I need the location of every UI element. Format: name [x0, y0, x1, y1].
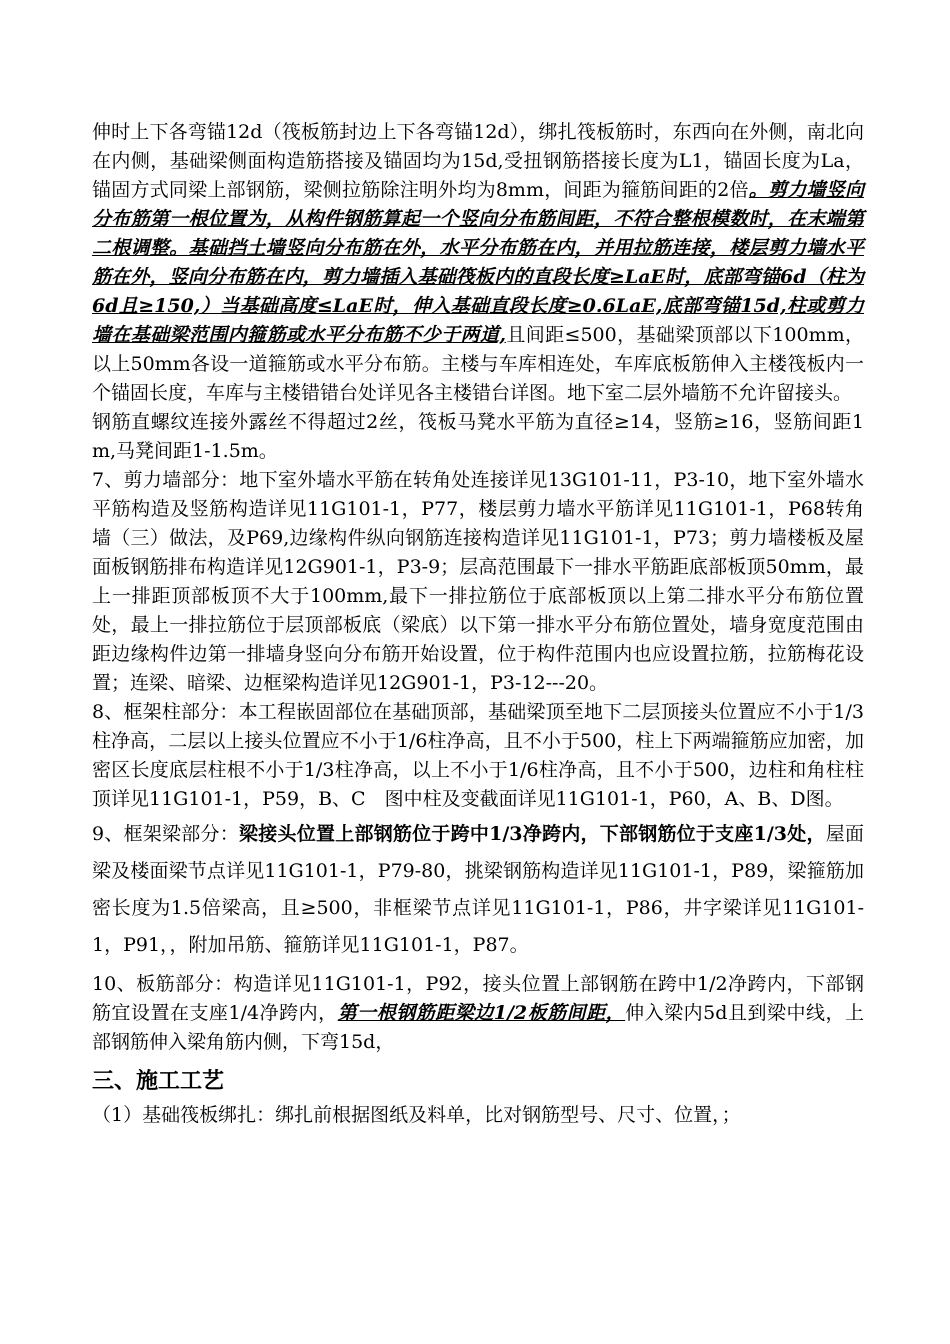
text-run: 屋面梁及楼面梁节点详见11G101-1，P79-80，挑梁钢筋构造详见11G101-1，P89，梁箍筋加密长度为1.5倍梁高，且≥500，非框梁节点详见11G101-1，P86，井字梁详见11G101-1，P91，，附加吊筋、箍筋详见11G101-1，P87。: [92, 823, 864, 956]
text-run: 9、框架梁部分：: [92, 823, 240, 845]
paragraph-threaded-connection: 钢筋直螺纹连接外露丝不得超过2丝，筏板马凳水平筋为直径≥14，竖筋≥16，竖筋间距1m,马凳间距1-1.5m。: [92, 411, 864, 462]
paragraph-frame-column: 8、框架柱部分：本工程嵌固部位在基础顶部，基础梁顶至地下二层顶接头位置应不小于1/3柱净高，二层以上接头位置应不小于1/6柱净高，且不小于500，柱上下两端箍筋应加密，加密区长度底层柱根不小于1/3柱净高，以上不小于1/6柱净高，且不小于500，边柱和角柱柱顶详见11G101-1，P59，B、C 图中柱及变截面详见11G101-1，P60，A、B、D图。: [92, 701, 864, 810]
text-run: 且间距≤500，基础梁顶部以下100mm，以上50mm各设一道箍筋或水平分布筋。主楼与车库相连处，车库底板筋伸入主楼筏板内一个锚固长度，车库与主楼错错台处详见各主楼错台详图。地下室二层外墙筋不允许留接头。: [92, 324, 864, 404]
paragraph-frame-beam: [92, 816, 864, 964]
bold-text: 梁接头位置上部钢筋位于跨中1/3净跨内，下部钢筋位于支座1/3处，: [239, 823, 826, 845]
section-heading: 三、施工工艺: [92, 1069, 225, 1094]
emphasized-text: 第一根钢筋距梁边1/2板筋间距，: [337, 1002, 626, 1024]
text-run: 伸时上下各弯锚12d（筏板筋封边上下各弯锚12d），绑扎筏板筋时，东西向在外侧，南北向在内侧，基础梁侧面构造筋搭接及锚固均为15d,受扭钢筋搭接长度为L1，锚固长度为La，锚固方式同梁上部钢筋，梁侧拉筋除注明外均为8mm，间距为箍筋间距的2倍: [92, 121, 864, 201]
paragraph-slab-rebar: [92, 970, 864, 1057]
emphasized-text: 。剪力墙竖向分布筋第一根位置为，从构件钢筋算起一个竖向分布筋间距，不符合整根模数时，在末端第二根调整。基础挡土墙竖向分布筋在外，水平分布筋在内，并用拉筋连接，楼层剪力墙水平筋在外，竖向分布筋在内，剪力墙插入基础筏板内的直段长度≥LaE时，底部弯锚6d（柱为6d且≥150,）当基础高度≤LaE时，伸入基础直段长度≥0.6LaE,底部弯锚15d,柱或剪力墙在基础梁范围内箍筋或水平分布筋不少于两道,: [92, 179, 864, 346]
text-run: 10、板筋部分：构造详见11G101-1，P92，接头位置上部钢筋在跨中1/2净跨内，下部钢筋宜设置在支座1/4净跨内，: [92, 973, 864, 1024]
paragraph-foundation-raft: [92, 118, 864, 408]
document-page: [92, 118, 864, 1130]
paragraph-shear-wall: 7、剪力墙部分：地下室外墙水平筋在转角处连接详见13G101-11，P3-10，地下室外墙水平筋构造及竖筋构造详见11G101-1，P77，楼层剪力墙水平筋详见11G101-1，P68转角墙（三）做法，及P69,边缘构件纵向钢筋连接构造详见11G101-1，P73；剪力墙楼板及屋面板钢筋排布构造详见12G901-1，P3-9；层高范围最下一排水平筋距底部板顶50mm，最上一排距顶部板顶不大于100mm,最下一排拉筋位于底部板顶以上第二排水平分布筋位置处，最上一排拉筋位于层顶部板底（梁底）以下第一排水平分布筋位置处，墙身宽度范围由距边缘构件边第一排墙身竖向分布筋开始设置，位于构件范围内也应设置拉筋，拉筋梅花设置；连梁、暗梁、边框梁构造详见12G901-1，P3-12---20。: [92, 469, 864, 694]
text-run: 伸入梁内5d且到梁中线，上部钢筋伸入梁角筋内侧，下弯15d，: [92, 1002, 864, 1053]
paragraph-construction-step: （1）基础筏板绑扎：绑扎前根据图纸及料单，比对钢筋型号、尺寸、位置，；: [92, 1104, 741, 1126]
